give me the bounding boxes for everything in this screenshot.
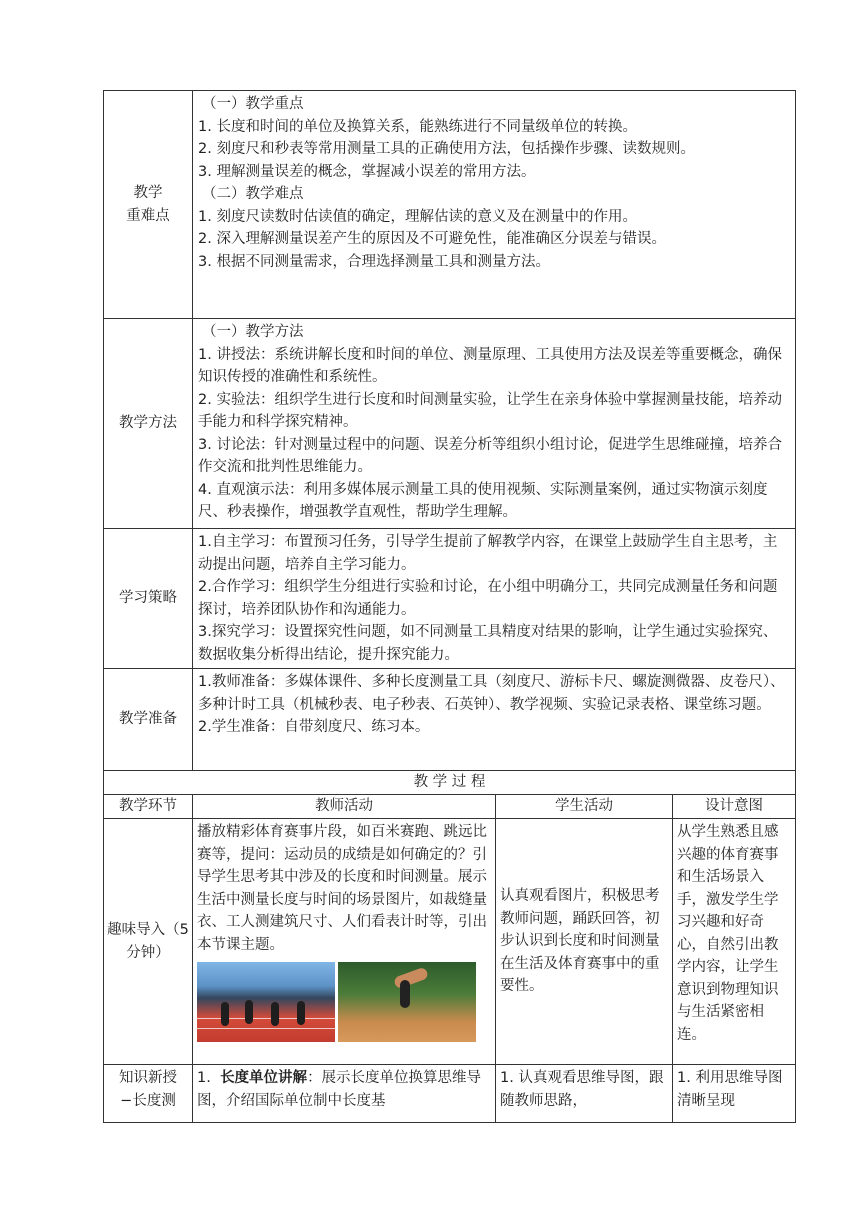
sprint-race-image [197, 962, 335, 1042]
scene-images [197, 962, 491, 1042]
key-points-label: 教学 重难点 [104, 91, 193, 319]
process-row-new-knowledge [104, 1065, 796, 1123]
text-line: 1.自主学习：布置预习任务，引导学生提前了解教学内容，在课堂上鼓励学生自主思考，主动提出问题，培养自主学习能力。 [198, 534, 778, 573]
preparation-content [193, 669, 796, 771]
methods-label: 教学方法 [104, 319, 193, 529]
text-line: 1. 刻度尺读数时估读值的确定，理解估读的意义及在测量中的作用。 [198, 208, 637, 225]
text-line: 2.合作学习：组织学生分组进行实验和讨论，在小组中明确分工，共同完成测量任务和问题探讨，培养团队协作和沟通能力。 [198, 579, 778, 618]
process-title: 教 学 过 程 [104, 771, 796, 795]
text-line: （一）教学方法 [202, 324, 304, 340]
long-jump-image [338, 962, 476, 1042]
student-activity-cell: 认真观看图片，积极思考教师问题，踊跃回答，初步认识到长度和时间测量在生活及体育赛事中的重要性。 [496, 819, 673, 1065]
process-title-row [104, 771, 796, 795]
header-stage: 教学环节 [104, 795, 193, 819]
process-row-intro [104, 819, 796, 1065]
text-line: 2. 深入理解测量误差产生的原因及不可避免性，能准确区分误差与错误。 [198, 231, 666, 247]
preparation-row [104, 669, 796, 771]
text-line: 1. 长度和时间的单位及换算关系，能熟练进行不同量级单位的转换。 [198, 118, 637, 135]
teacher-activity-text: ：展示长度单位换算思维导图，介绍国际单位制中长度基 [197, 1070, 482, 1109]
methods-content [193, 319, 796, 529]
runner-figure [221, 1002, 229, 1026]
stage-cell: 趣味导入（5 分钟） [104, 819, 193, 1065]
text-line: （二）教学难点 [202, 186, 304, 202]
intent-cell: 1. 利用思维导图清晰呈现 [673, 1065, 796, 1123]
text-line: 1. 讲授法：系统讲解长度和时间的单位、测量原理、工具使用方法及误差等重要概念，确保知识传授的准确性和系统性。 [198, 346, 782, 385]
teacher-activity-text: 播放精彩体育赛事片段，如百米赛跑、跳远比赛等，提问：运动员的成绩是如何确定的？引导学生思考其中涉及的长度和时间测量。展示生活中测量长度与时间的场景图片，如裁缝量衣、工人测建筑尺寸、人们看表计时等，引出本节课主题。 [197, 824, 487, 953]
key-points-content [193, 91, 796, 319]
text-line: 2. 刻度尺和秒表等常用测量工具的正确使用方法，包括操作步骤、读数规则。 [198, 141, 695, 157]
teacher-activity-cell [193, 1065, 496, 1123]
process-header-row [104, 795, 796, 819]
text-line: 3. 讨论法：针对测量过程中的问题、误差分析等组织小组讨论，促进学生思维碰撞，培养合作交流和批判性思维能力。 [198, 436, 782, 475]
teacher-activity-cell [193, 819, 496, 1065]
text-line: （一）教学重点 [202, 96, 304, 112]
runner-figure [245, 1000, 253, 1024]
header-student: 学生活动 [496, 795, 673, 819]
header-intent: 设计意图 [673, 795, 796, 819]
track-lane [197, 1018, 335, 1019]
header-teacher: 教师活动 [193, 795, 496, 819]
text-line: 4. 直观演示法：利用多媒体展示测量工具的使用视频、实际测量案例，通过实物演示刻度尺、秒表操作，增强教学直观性，帮助学生理解。 [198, 481, 768, 520]
track-lane [197, 1028, 335, 1029]
stage-cell: 知识新授−长度测 [104, 1065, 193, 1123]
strategy-label: 学习策略 [104, 529, 193, 669]
preparation-label: 教学准备 [104, 669, 193, 771]
section-heading: 长度单位讲解 [220, 1070, 308, 1086]
strategy-content [193, 529, 796, 669]
jumper-figure [393, 967, 429, 990]
text-line: 2. 实验法：组织学生进行长度和时间测量实验，让学生在亲身体验中掌握测量技能，培养动手能力和科学探究精神。 [198, 391, 782, 430]
text-line: 3. 根据不同测量需求，合理选择测量工具和测量方法。 [198, 253, 550, 270]
jumper-body [400, 980, 410, 1008]
text-line: 1.教师准备：多媒体课件、多种长度测量工具（刻度尺、游标卡尺、螺旋测微器、皮卷尺）、多种计时工具（机械秒表、电子秒表、石英钟）、教学视频、实验记录表格、课堂练习题。 [198, 674, 785, 713]
lesson-plan-page [103, 90, 795, 1123]
key-points-row [104, 91, 796, 319]
runner-figure [271, 1002, 279, 1026]
text-line: 3. 理解测量误差的概念，掌握减小误差的常用方法。 [198, 163, 536, 180]
lesson-plan-table [103, 90, 796, 1123]
item-number: 1. [197, 1070, 211, 1086]
runner-figure [297, 1001, 305, 1025]
intent-cell: 从学生熟悉且感兴趣的体育赛事和生活场景入手，激发学生学习兴趣和好奇心，自然引出教学内容，让学生意识到物理知识与生活紧密相连。 [673, 819, 796, 1065]
methods-row [104, 319, 796, 529]
text-line: 3.探究学习：设置探究性问题，如不同测量工具精度对结果的影响，让学生通过实验探究、数据收集分析得出结论，提升探究能力。 [198, 624, 778, 663]
strategy-row [104, 529, 796, 669]
student-activity-cell: 1. 认真观看思维导图，跟随教师思路， [496, 1065, 673, 1123]
text-line: 2.学生准备：自带刻度尺、练习本。 [198, 719, 430, 735]
